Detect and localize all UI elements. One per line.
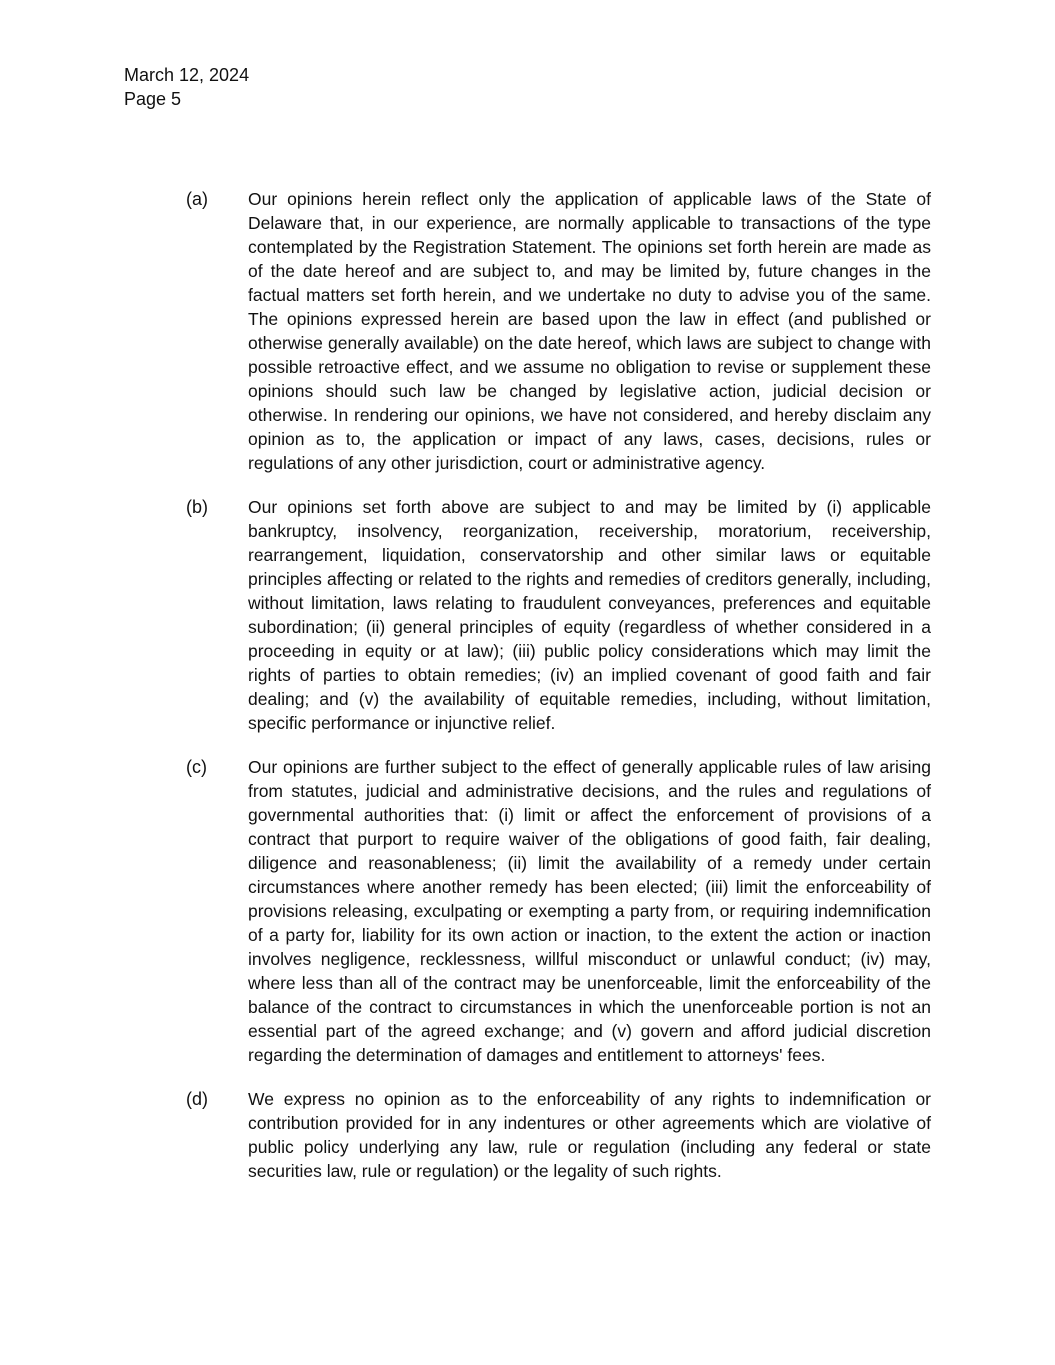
page-header <box>124 63 249 111</box>
item-label: (a) <box>186 189 208 209</box>
list-item-d <box>186 1087 931 1183</box>
list-item-b <box>186 495 931 735</box>
opinion-qualifications-list <box>186 187 931 1203</box>
header-page-number: Page 5 <box>124 89 182 109</box>
item-label: (c) <box>186 757 207 777</box>
header-date: March 12, 2024 <box>124 65 250 85</box>
item-text: Our opinions herein reflect only the application of applicable laws of the State of Delaware that, in our experience, are normally applicable to transactions of the type contemplated by the Registration Statement. The opinions set forth herein are made as of the date hereof and are subject to, and may be limited by, future changes in the factual matters set forth herein, and we undertake no duty to advise you of the same. The opinions expressed herein are based upon the law in effect (and published or otherwise generally available) on the date hereof, which laws are subject to change with possible retroactive effect, and we assume no obligation to revise or supplement these opinions should such law be changed by legislative action, judicial decision or otherwise. In rendering our opinions, we have not considered, and hereby disclaim any opinion as to, the application or impact of any laws, cases, decisions, rules or regulations of any other jurisdiction, court or administrative agency. <box>248 189 931 473</box>
item-label: (d) <box>186 1089 208 1109</box>
item-text: We express no opinion as to the enforceability of any rights to indemnification or contribution provided for in any indentures or other agreements which are violative of public policy underlying any law, rule or regulation (including any federal or state securities law, rule or regulation) or the legality of such rights. <box>248 1089 931 1181</box>
item-text: Our opinions set forth above are subject to and may be limited by (i) applicable bankruptcy, insolvency, reorganization, receivership, moratorium, receivership, rearrangement, liquidation, conservatorship and other similar laws or equitable principles affecting or related to the rights and remedies of creditors generally, including, without limitation, laws relating to fraudulent conveyances, preferences and equitable subordination; (ii) general principles of equity (regardless of whether considered in a proceeding in equity or at law); (iii) public policy considerations which may limit the rights of parties to obtain remedies; (iv) an implied covenant of good faith and fair dealing; and (v) the availability of equitable remedies, including, without limitation, specific performance or injunctive relief. <box>248 497 931 733</box>
item-text: Our opinions are further subject to the effect of generally applicable rules of law arising from statutes, judicial and administrative decisions, and the rules and regulations of governmental authorities that: (i) limit or affect the enforcement of provisions of a contract that purport to require waiver of the obligations of good faith, fair dealing, diligence and reasonableness; (ii) limit the availability of a remedy under certain circumstances where another remedy has been elected; (iii) limit the enforceability of provisions releasing, exculpating or exempting a party from, or requiring indemnification of a party for, liability for its own action or inaction, to the extent the action or inaction involves negligence, recklessness, willful misconduct or unlawful conduct; (iv) may, where less than all of the contract may be unenforceable, limit the enforceability of the balance of the contract to circumstances in which the unenforceable portion is not an essential part of the agreed exchange; and (v) govern and afford judicial discretion regarding the determination of damages and entitlement to attorneys' fees. <box>248 757 931 1065</box>
list-item-c <box>186 755 931 1067</box>
item-label: (b) <box>186 497 208 517</box>
list-item-a <box>186 187 931 475</box>
